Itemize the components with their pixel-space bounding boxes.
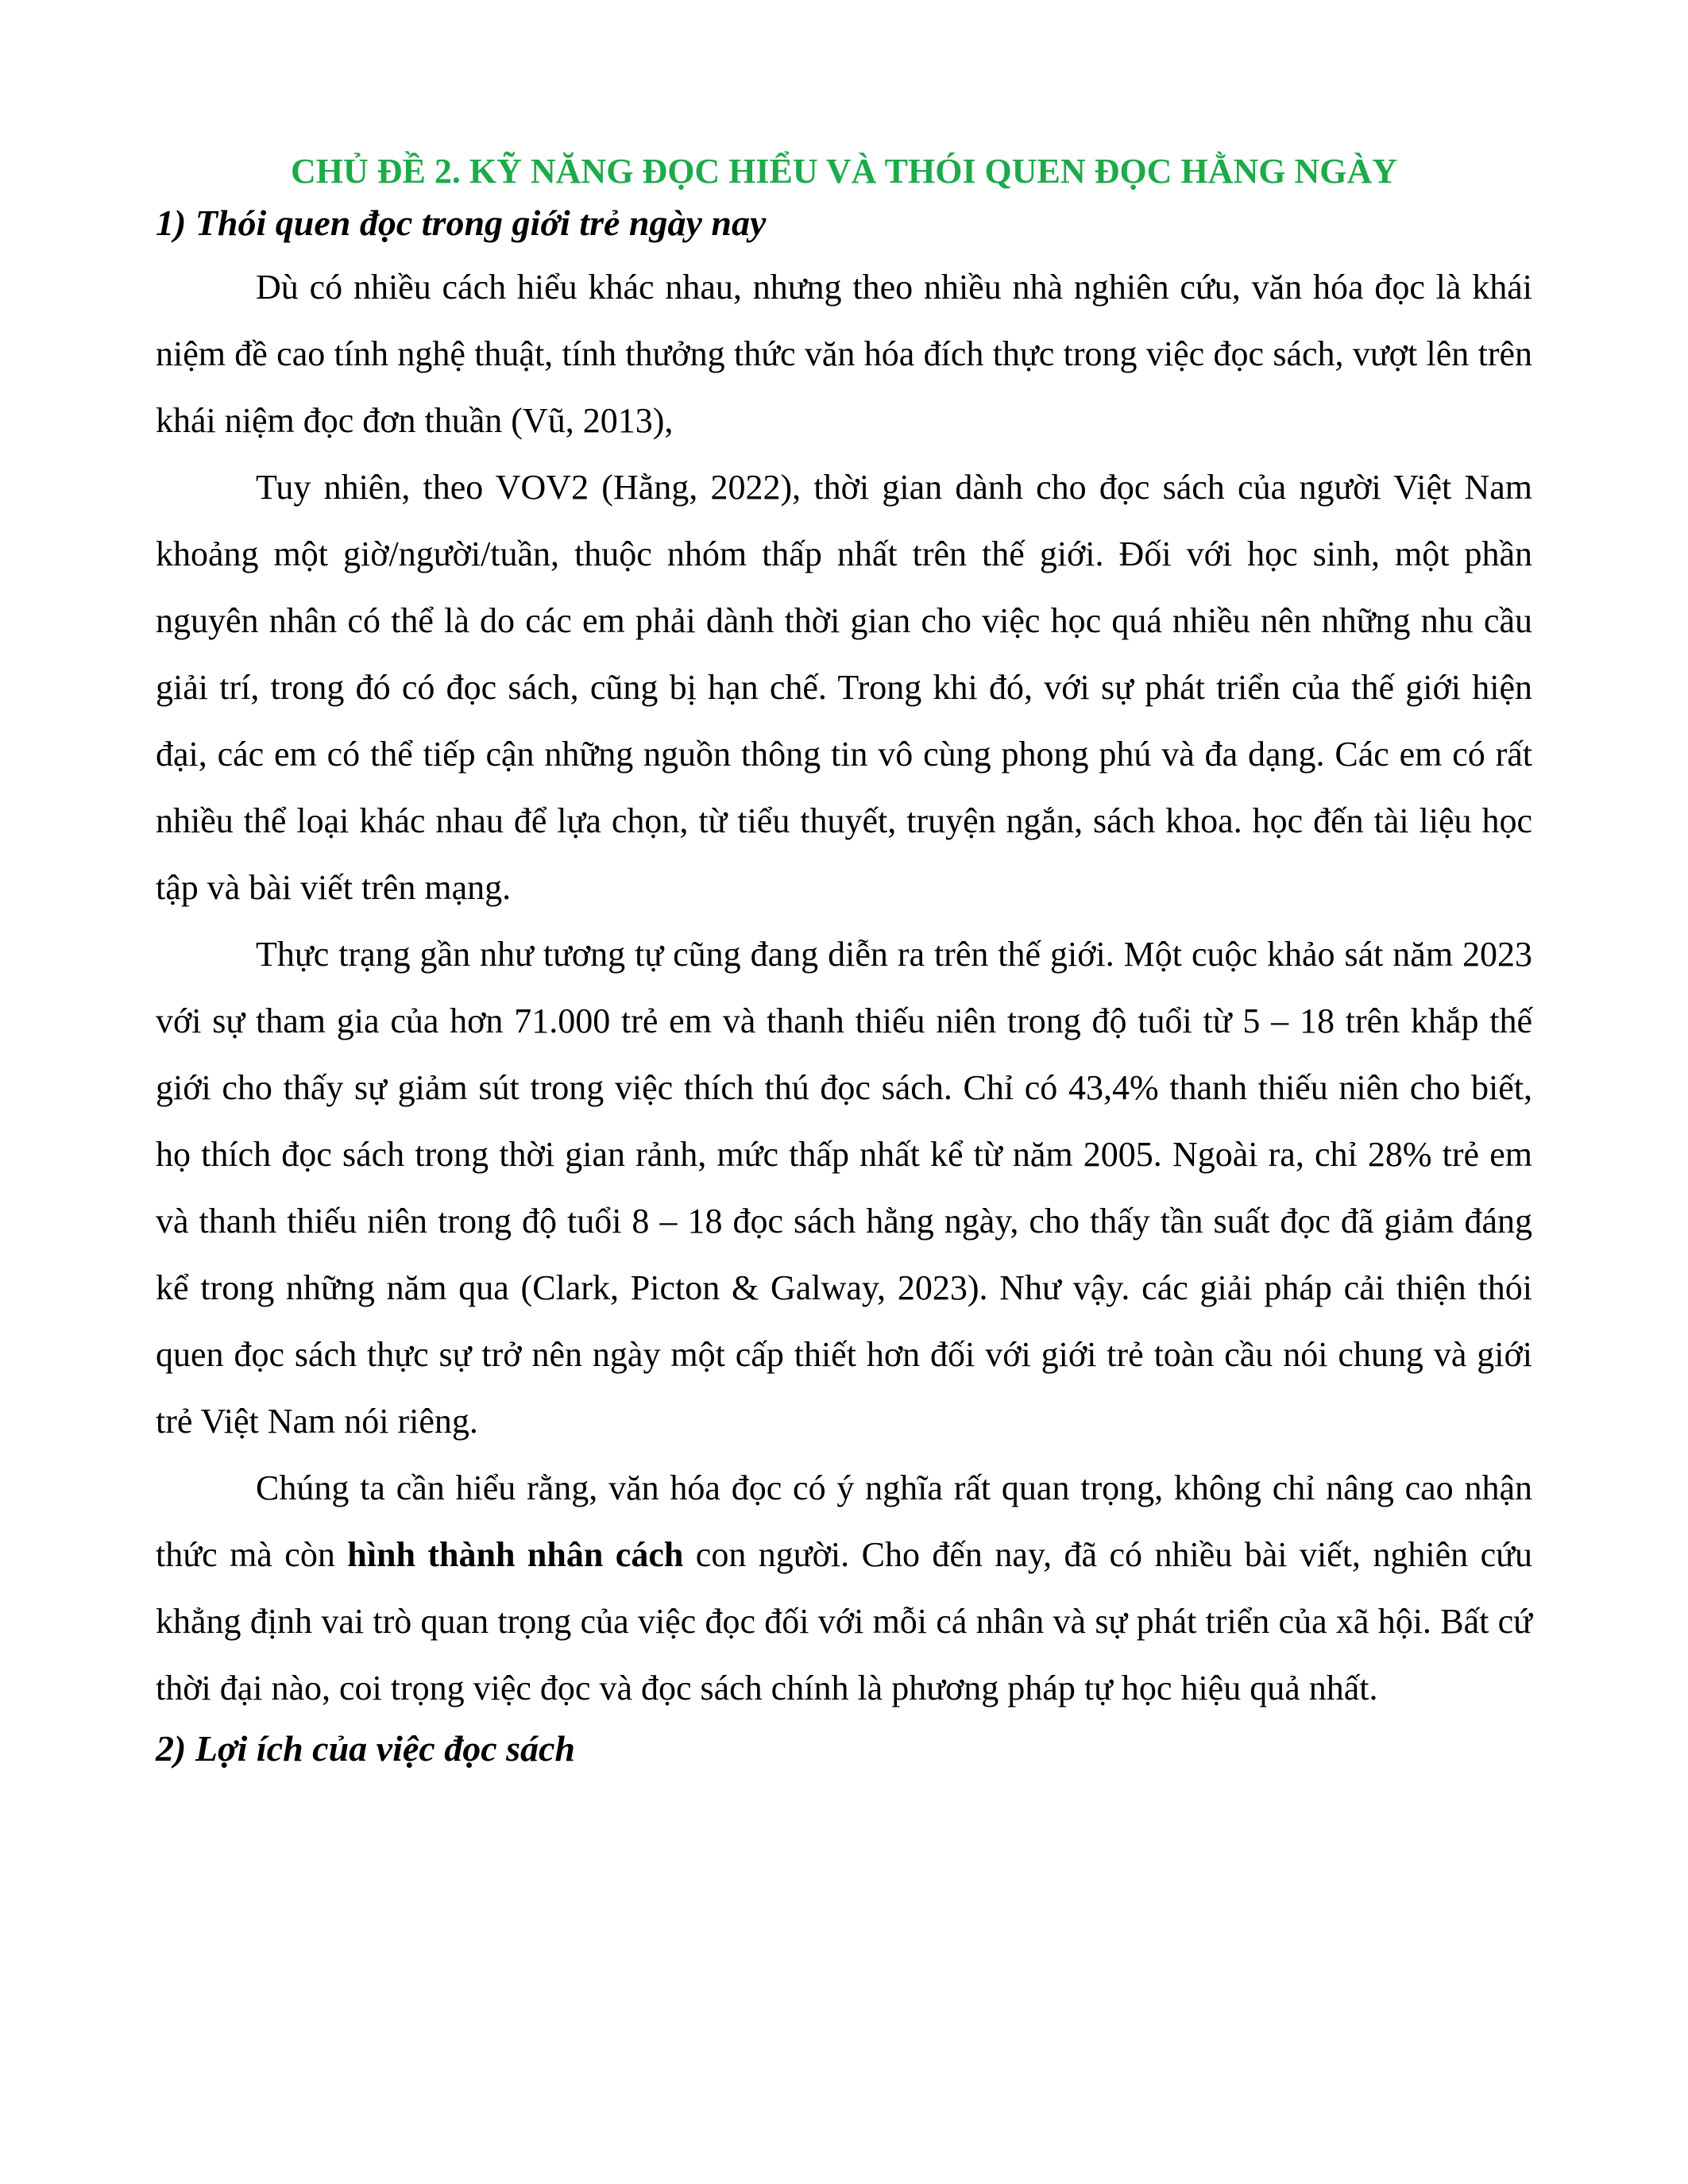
- paragraph-4-text-after: con người. Cho đến nay, đã có nhiều bài viết, nghiên cứu khẳng định vai trò quan trọng của việc đọc đối với mỗi cá nhân và sự phát triển của xã hội. Bất cứ thời đại nào, coi trọng việc đọc và đọc sách chính là phương pháp tự học hiệu quả nhất.: [156, 1534, 1532, 1707]
- paragraph-4-bold-phrase: hình thành nhân cách: [347, 1534, 684, 1574]
- document-title: CHỦ ĐỀ 2. KỸ NĂNG ĐỌC HIỂU VÀ THÓI QUEN ĐỌC HẰNG NGÀY: [290, 152, 1398, 191]
- paragraph-3: Thực trạng gần như tương tự cũng đang diễn ra trên thế giới. Một cuộc khảo sát năm 2023 với sự tham gia của hơn 71.000 trẻ em và thanh thiếu niên trong độ tuổi từ 5 – 18 trên khắp thế giới cho thấy sự giảm sút trong việc thích thú đọc sách. Chỉ có 43,4% thanh thiếu niên cho biết, họ thích đọc sách trong thời gian rảnh, mức thấp nhất kể từ năm 2005. Ngoài ra, chỉ 28% trẻ em và thanh thiếu niên trong độ tuổi 8 – 18 đọc sách hằng ngày, cho thấy tần suất đọc đã giảm đáng kể trong những năm qua (Clark, Picton & Galway, 2023). Như vậy. các giải pháp cải thiện thói quen đọc sách thực sự trở nên ngày một cấp thiết hơn đối với giới trẻ toàn cầu nói chung và giới trẻ Việt Nam nói riêng.: [156, 934, 1532, 1441]
- document-page: [156, 151, 1532, 1780]
- paragraph-4-text-before: Chúng ta cần hiểu rằng, văn hóa đọc có ý nghĩa rất quan trọng, không chỉ nâng cao nhận thức mà còn: [156, 1468, 1532, 1574]
- paragraph-1: Dù có nhiều cách hiểu khác nhau, nhưng theo nhiều nhà nghiên cứu, văn hóa đọc là khái niệm đề cao tính nghệ thuật, tính thưởng thức văn hóa đích thực trong việc đọc sách, vượt lên trên khái niệm đọc đơn thuần (Vũ, 2013),: [156, 267, 1532, 440]
- paragraph-2: Tuy nhiên, theo VOV2 (Hằng, 2022), thời gian dành cho đọc sách của người Việt Nam khoảng một giờ/người/tuần, thuộc nhóm thấp nhất trên thế giới. Đối với học sinh, một phần nguyên nhân có thể là do các em phải dành thời gian cho việc học quá nhiều nên những nhu cầu giải trí, trong đó có đọc sách, cũng bị hạn chế. Trong khi đó, với sự phát triển của thế giới hiện đại, các em có thể tiếp cận những nguồn thông tin vô cùng phong phú và đa dạng. Các em có rất nhiều thể loại khác nhau để lựa chọn, từ tiểu thuyết, truyện ngắn, sách khoa. học đến tài liệu học tập và bài viết trên mạng.: [156, 467, 1532, 907]
- section-heading-1: 1) Thói quen đọc trong giới trẻ ngày nay: [156, 202, 767, 243]
- section-heading-2: 2) Lợi ích của việc đọc sách: [156, 1727, 576, 1769]
- paragraph-4: [156, 1455, 1532, 1722]
